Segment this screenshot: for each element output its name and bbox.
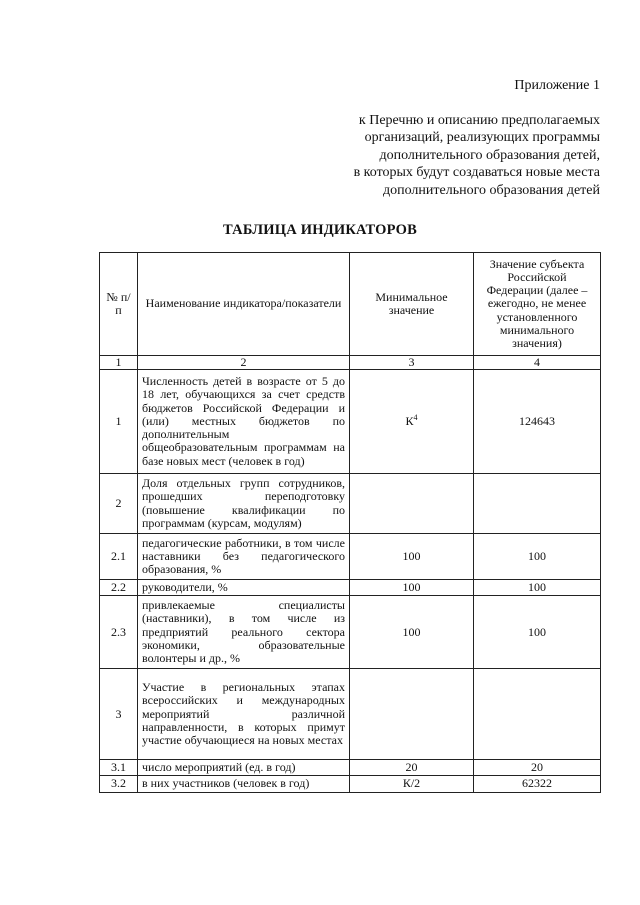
column-number: 3 [350, 356, 474, 370]
row-value: 20 [474, 760, 601, 776]
header-value: Значение субъекта Российской Федерации (далее – ежегодно, не менее установленного минимального значения) [474, 253, 601, 356]
row-min-value: К [405, 413, 414, 428]
table-row [100, 370, 601, 474]
row-num: 2.1 [100, 534, 138, 580]
table-header-row [100, 253, 601, 356]
appendix-line-4: в которых будут создаваться новые места [353, 165, 600, 180]
table-row [100, 580, 601, 596]
table-title: ТАБЛИЦА ИНДИКАТОРОВ [223, 222, 417, 238]
row-name: руководители, % [138, 580, 350, 596]
table-row [100, 474, 601, 534]
row-min: К/2 [350, 776, 474, 792]
appendix-title: Приложение 1 [514, 78, 600, 93]
header-min: Минимальное значение [350, 253, 474, 356]
column-number: 2 [138, 356, 350, 370]
table-row [100, 760, 601, 776]
row-name: педагогические работники, в том числе наставники без педагогического образования, % [138, 534, 350, 580]
row-name: привлекаемые специалисты (наставники), в том числе из предприятий реального сектора экономики, образовательные волонтеры и др., % [138, 596, 350, 669]
row-num: 1 [100, 370, 138, 474]
header-num: № п/п [100, 253, 138, 356]
column-number: 4 [474, 356, 601, 370]
appendix-header [354, 77, 600, 199]
table-row [100, 534, 601, 580]
indicators-table [99, 252, 601, 793]
row-value: 100 [474, 580, 601, 596]
row-min: 100 [350, 580, 474, 596]
table-row [100, 669, 601, 760]
column-number: 1 [100, 356, 138, 370]
appendix-line-5: дополнительного образования детей [383, 182, 600, 198]
header-name: Наименование индикатора/показатели [138, 253, 350, 356]
row-value: 100 [474, 596, 601, 669]
row-min [350, 370, 474, 474]
row-name: число мероприятий (ед. в год) [138, 760, 350, 776]
footnote-marker: 4 [413, 412, 418, 422]
appendix-line-3: дополнительного образования детей, [379, 147, 600, 163]
row-num: 2 [100, 474, 138, 534]
row-name: Численность детей в возрасте от 5 до 18 лет, обучающихся за счет средств бюджетов Российской Федерации и (или) местных бюджетов по дополнительным общеобразовательным программам на базе новых мест (человек в год) [138, 370, 350, 474]
appendix-line-1: к Перечню и описанию предполагаемых [358, 112, 600, 128]
column-number-row [100, 356, 601, 370]
appendix-line-2: организаций, реализующих программы [364, 130, 600, 145]
row-min [350, 669, 474, 760]
row-value: 100 [474, 534, 601, 580]
row-num: 2.2 [100, 580, 138, 596]
row-min: 20 [350, 760, 474, 776]
row-value [474, 669, 601, 760]
row-min: 100 [350, 596, 474, 669]
row-name: Доля отдельных групп сотрудников, прошедших переподготовку (повышение квалификации по программам (курсам, модулям) [138, 474, 350, 534]
row-min [350, 474, 474, 534]
row-name: в них участников (человек в год) [138, 776, 350, 792]
table-row [100, 776, 601, 792]
row-num: 3.1 [100, 760, 138, 776]
table-row [100, 596, 601, 669]
row-value: 62322 [474, 776, 601, 792]
row-num: 2.3 [100, 596, 138, 669]
row-name: Участие в региональных этапах всероссийских и международных мероприятий различной направленности, в которых примут участие обучающиеся на новых местах [138, 669, 350, 760]
row-min: 100 [350, 534, 474, 580]
row-num: 3 [100, 669, 138, 760]
row-num: 3.2 [100, 776, 138, 792]
row-value [474, 474, 601, 534]
row-value: 124643 [474, 370, 601, 474]
